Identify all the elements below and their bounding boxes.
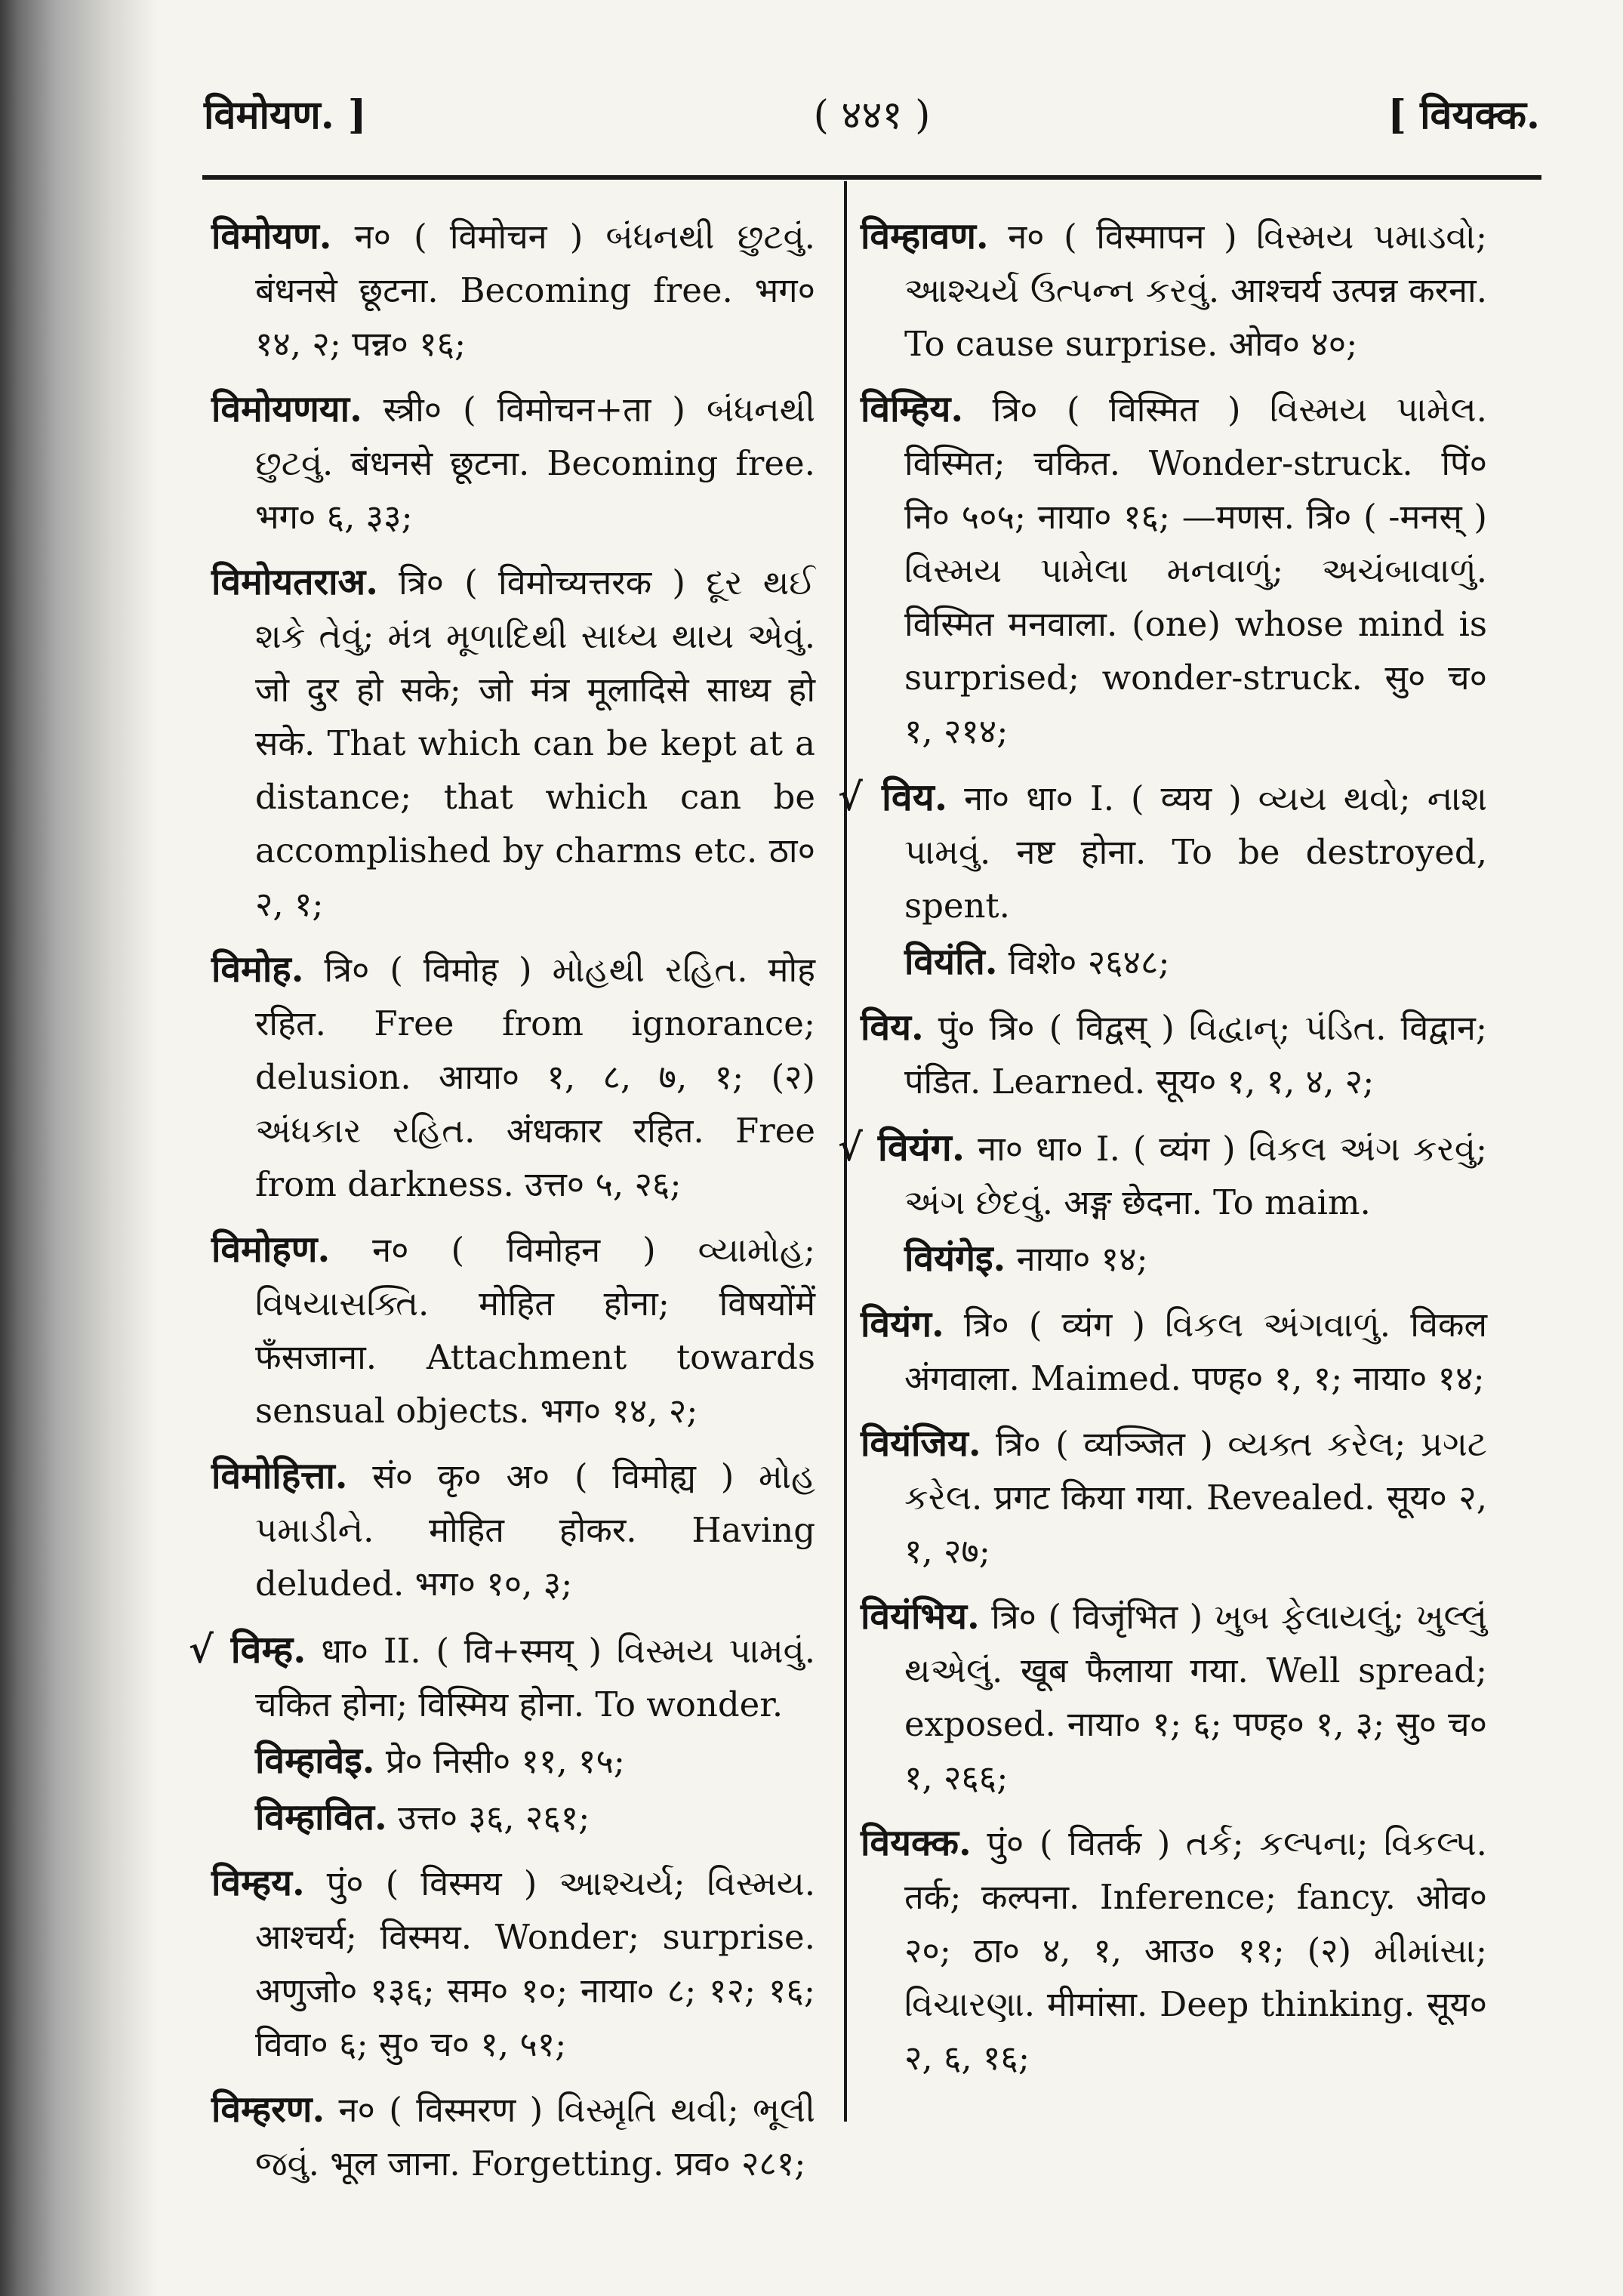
- root-headword: √ विय.: [838, 775, 948, 819]
- dictionary-entry: [211, 2083, 815, 2190]
- entry-text: पुं० ( वितर्क ) તર્ક; કલ્પના; વિકલ્પ. तर्क; कल्पना. Inference; fancy. ओव० २०; ठा० ४, १, आउ० ११; (२) મીમાંસા; વિચારણા. मीमांसा. Deep thinking. सूय० २, ६, १६;: [904, 1823, 1487, 2078]
- headword: विमोयतराअ.: [211, 561, 378, 603]
- entry-text: न० ( विस्मापन ) વિસ્મય પમાડવો; આશ્ચર્ય ઉત્પન્ન કરવું. आश्चर्य उत्पन्न करना. To cause surprise. ओव० ४०;: [904, 217, 1487, 364]
- entry-text: विशे० २६४८;: [1008, 942, 1170, 982]
- page-binding-shadow: [0, 0, 159, 2296]
- entry-text: न० ( विमोचन ) બંધનથી છુટવું. बंधनसे छूटना. Becoming free. भग० १४, २; पन्न० १६;: [255, 217, 815, 364]
- dictionary-entry: [211, 1450, 815, 1610]
- dictionary-root-entry: [189, 1623, 815, 1731]
- entry-text: पुं० ( विस्मय ) આશ્ચર્ય; વિસ્મય. आश्चर्य; विस्मय. Wonder; surprise. अणुजो० १३६; सम० १०; नाया० ८; १२; १६; विवा० ६; सु० च० १, ५१;: [255, 1863, 815, 2064]
- headword: वियंभिय.: [861, 1595, 980, 1638]
- dictionary-subentry: [861, 1232, 1487, 1286]
- headword: विमोहित्ता.: [211, 1455, 348, 1497]
- headword: विमोयणया.: [211, 388, 362, 430]
- entry-text: प्रे० निसी० ११, १५;: [385, 1741, 625, 1781]
- headword: विम्हरण.: [211, 2088, 325, 2131]
- dictionary-subentry: [861, 935, 1487, 989]
- entry-text: ना० धा० I. ( व्यंग ) વિકલ અંગ કરવું; અંગ છેદવું. अङ्ग छेदना. To maim.: [904, 1129, 1488, 1222]
- dictionary-entry: [861, 1817, 1487, 2085]
- headword: वियंजिय.: [861, 1422, 981, 1465]
- headword: विम्हावित.: [255, 1796, 387, 1838]
- dictionary-root-entry: [838, 1120, 1488, 1229]
- headword: विम्हावेइ.: [255, 1740, 375, 1782]
- entry-text: धा० II. ( वि+स्मय् ) વિસ્મય પામવું. चकित होना; विस्मिय होना. To wonder.: [255, 1631, 815, 1724]
- dictionary-entry: [211, 1223, 815, 1438]
- right-column: [838, 210, 1488, 2097]
- dictionary-entry: [861, 1590, 1487, 1804]
- entry-text: पुं० त्रि० ( विद्वस् ) વિદ્વાન્; પંડિત. विद्वान; पंडित. Learned. सूय० १, १, ४, २;: [904, 1008, 1487, 1102]
- headword: वियक्क.: [861, 1822, 972, 1864]
- header-rule: [202, 175, 1541, 180]
- dictionary-subentry: [211, 1734, 815, 1788]
- dictionary-entry: [211, 383, 815, 544]
- headword: वियंति.: [904, 941, 998, 983]
- dictionary-entry: [211, 1857, 815, 2071]
- headword: वियंगेइ.: [904, 1237, 1006, 1280]
- headword: विम्हिय.: [861, 388, 964, 430]
- headword: विमोहण.: [211, 1228, 331, 1271]
- entry-text: सं० कृ० अ० ( विमोह्य ) મોહ પમાડીને. मोहित होकर. Having deluded. भग० १०, ३;: [255, 1456, 816, 1604]
- page-header: [204, 79, 1540, 140]
- entry-text: न० ( विमोहन ) વ્યામોહ; વિષયાસક્તિ. मोहित होना; विषयोंमें फँसजाना. Attachment towards sensual objects. भग० १४, २;: [255, 1230, 815, 1431]
- entry-text: नाया० १४;: [1016, 1239, 1148, 1279]
- dictionary-entry: [211, 210, 815, 371]
- dictionary-entry: [861, 210, 1487, 371]
- dictionary-root-entry: [838, 770, 1487, 932]
- dictionary-entry: [861, 1001, 1487, 1108]
- entry-text: ना० धा० I. ( व्यय ) વ્યય થવો; નાશ પામવું. नष्ट होना. To be destroyed, spent.: [904, 778, 1487, 926]
- header-left-guideword: विमोयण. ]: [204, 92, 367, 138]
- headword: विय.: [861, 1006, 924, 1049]
- header-right-guideword: [ वियक्क.: [1387, 92, 1540, 138]
- page-number: ( ४४१ ): [813, 93, 931, 138]
- headword: विम्हावण.: [861, 215, 989, 257]
- dictionary-entry: [211, 943, 815, 1211]
- dictionary-subentry: [211, 1791, 815, 1845]
- entry-text: त्रि० ( विमोच्यत्तरक ) દૂર થઈ શકે તેવું; મંત્ર મૂળાદિથી સાધ્ય થાય એવું. जो दुर हो सके; जो मंत्र मूलादिसे साध्य हो सके. That which can be kept at a distance; that which can be accomplished by charms etc. ठा० २, १;: [255, 562, 815, 924]
- headword: विम्हय.: [211, 1862, 305, 1904]
- dictionary-entry: [211, 556, 815, 931]
- entry-text: त्रि० ( व्यञ्जित ) વ્યક્ત કરેલ; પ્રગટ કરેલ. प्रगट किया गया. Revealed. सूय० २, १, २७;: [904, 1424, 1487, 1571]
- headword: वियंग.: [861, 1303, 944, 1345]
- entry-text: त्रि० ( व्यंग ) વિકલ અંગવાળું. विकल अंगवाला. Maimed. पण्ह० १, १; नाया० १४;: [904, 1305, 1487, 1398]
- root-headword: √ विम्ह.: [189, 1627, 306, 1672]
- headword: विमोह.: [211, 948, 304, 991]
- left-column: [189, 210, 816, 2202]
- dictionary-entry: [861, 1417, 1487, 1578]
- entry-text: न० ( विस्मरण ) વિસ્મૃતિ થવી; ભૂલી જવું. भूल जाना. Forgetting. प्रव० २८१;: [255, 2090, 815, 2184]
- headword: विमोयण.: [211, 215, 332, 257]
- root-headword: √ वियंग.: [838, 1125, 965, 1170]
- entry-text: उत्त० ३६, २६१;: [398, 1798, 590, 1838]
- entry-text: त्रि० ( विजृंभित ) ખુબ ફેલાયલું; ખુલ્લું થએલું. खूब फैलाया गया. Well spread; exposed. नाया० १; ६; पण्ह० १, ३; सु० च० १, २६६;: [904, 1597, 1487, 1798]
- dictionary-entry: [861, 383, 1487, 758]
- entry-text: त्रि० ( विमोह ) મોહથી રહિત. मोह रहित. Free from ignorance; delusion. आया० १, ८, ७, १; (२) અંધકાર રહિત. अंधकार रहित. Free from darkness. उत्त० ५, २६;: [255, 950, 815, 1204]
- entry-text: स्त्री० ( विमोचन+ता ) બંધનથી છુટવું. बंधनसे छूटना. Becoming free. भग० ६, ३३;: [255, 390, 815, 537]
- dictionary-entry: [861, 1298, 1487, 1405]
- entry-text: त्रि० ( विस्मित ) વિસ્મય પામેલ. विस्मित; चकित. Wonder-struck. पिं० नि० ५०५; नाया० १६; —मणस. त्रि० ( -मनस् ) વિસ્મય પામેલા મનવાળું; અચંબાવાળું. विस्मित मनवाला. (one) whose mind is surprised; wonder-struck. सु० च० १, २१४;: [904, 390, 1487, 751]
